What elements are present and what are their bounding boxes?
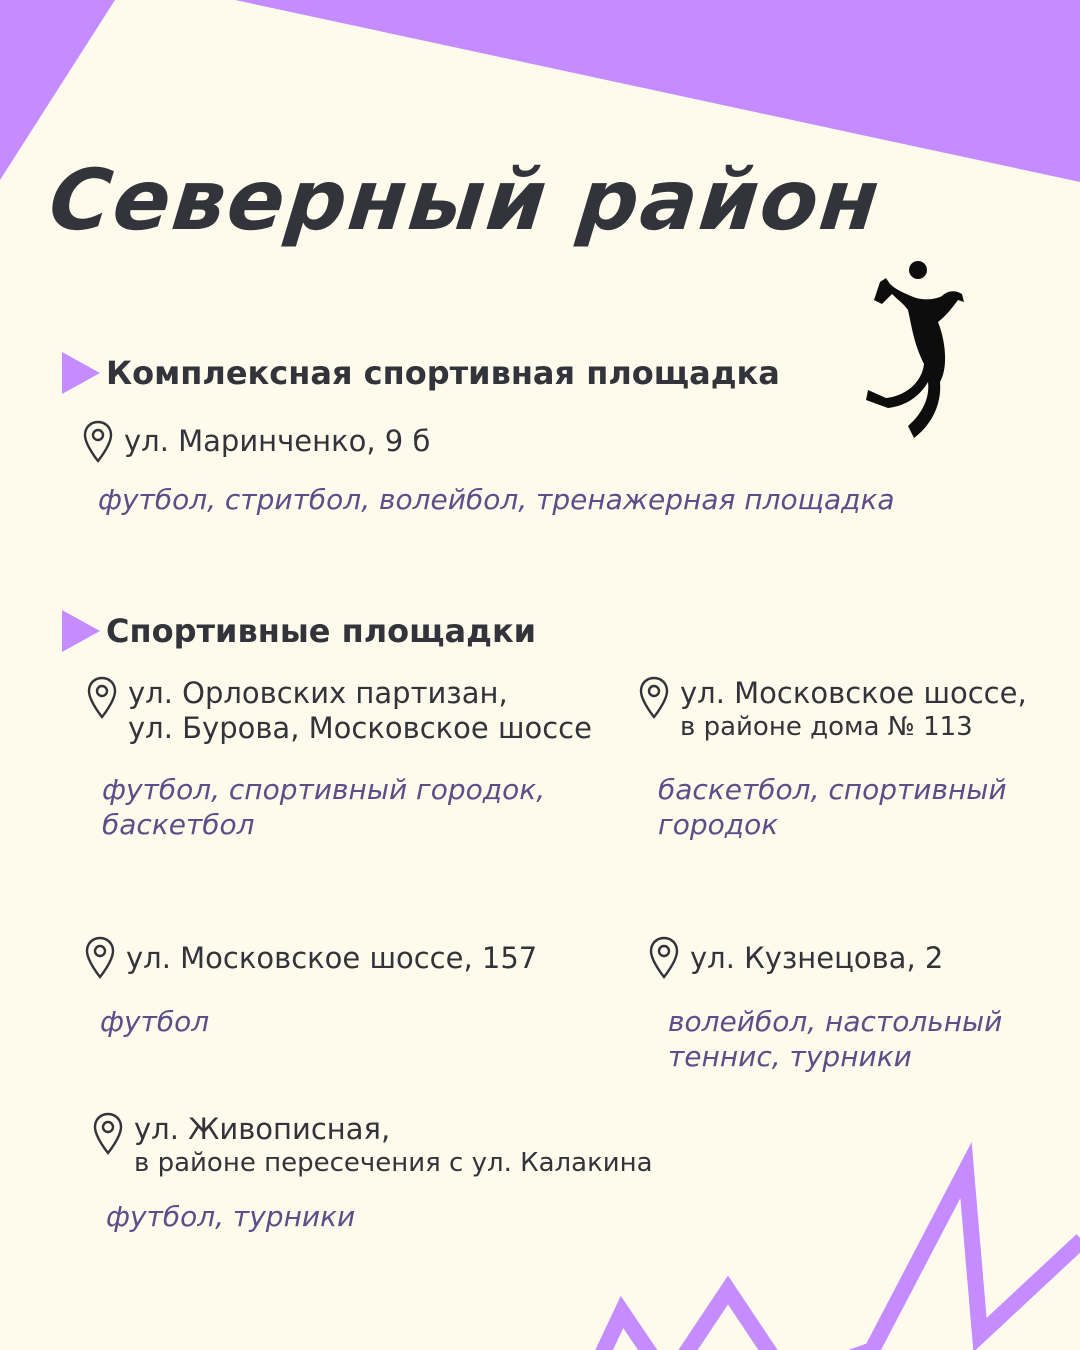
sports-list	[668, 1004, 1002, 1074]
section-heading-sports-grounds	[60, 608, 536, 654]
volleyball-player-icon	[862, 258, 968, 440]
address-line-2: ул. Бурова, Московское шоссе	[128, 711, 592, 745]
sports-line-2: теннис, турники	[668, 1040, 912, 1073]
address-line-1: ул. Живописная,	[134, 1112, 391, 1146]
sports-line-1: футбол, спортивный городок,	[102, 773, 546, 806]
section-heading-complex	[60, 350, 780, 396]
sports-list	[658, 772, 1007, 842]
sports-list: футбол, турники	[106, 1200, 356, 1233]
triangle-arrow-icon	[60, 350, 102, 396]
address-zhivopisnaya	[92, 1112, 653, 1180]
address-text: ул. Кузнецова, 2	[690, 941, 944, 975]
map-pin-icon	[92, 1112, 124, 1156]
address-line-1: ул. Московское шоссе,	[680, 676, 1027, 710]
address-line-1: ул. Орловских партизан,	[128, 676, 508, 710]
address-line-2: в районе дома № 113	[680, 712, 973, 742]
sports-line-2: баскетбол	[102, 808, 255, 841]
sports-list: футбол, стритбол, волейбол, тренажерная площадка	[98, 483, 895, 516]
address-moskovskoe-113	[638, 676, 1027, 744]
address-line-2: в районе пересечения с ул. Калакина	[134, 1148, 653, 1178]
page-title: Северный район	[44, 151, 886, 249]
address-text: ул. Московское шоссе, 157	[126, 941, 538, 975]
map-pin-icon	[82, 420, 114, 464]
sports-line-1: волейбол, настольный	[668, 1005, 1003, 1038]
map-pin-icon	[86, 676, 118, 720]
sports-list	[102, 772, 545, 842]
triangle-arrow-icon	[60, 608, 102, 654]
sports-list: футбол	[100, 1005, 210, 1038]
sports-line-2: городок	[658, 808, 779, 841]
map-pin-icon	[638, 676, 670, 720]
address-kuznetsova	[648, 936, 943, 980]
section-heading-label: Комплексная спортивная площадка	[106, 354, 780, 392]
address-marinchenko	[82, 420, 430, 464]
address-text: ул. Маринченко, 9 б	[124, 424, 431, 458]
bottom-zigzag-decoration	[590, 1170, 1080, 1350]
section-heading-label: Спортивные площадки	[106, 612, 537, 650]
map-pin-icon	[84, 936, 116, 980]
address-orlovskih-partizan	[86, 676, 592, 746]
address-moskovskoe-157	[84, 936, 537, 980]
map-pin-icon	[648, 936, 680, 980]
sports-line-1: баскетбол, спортивный	[658, 773, 1007, 806]
